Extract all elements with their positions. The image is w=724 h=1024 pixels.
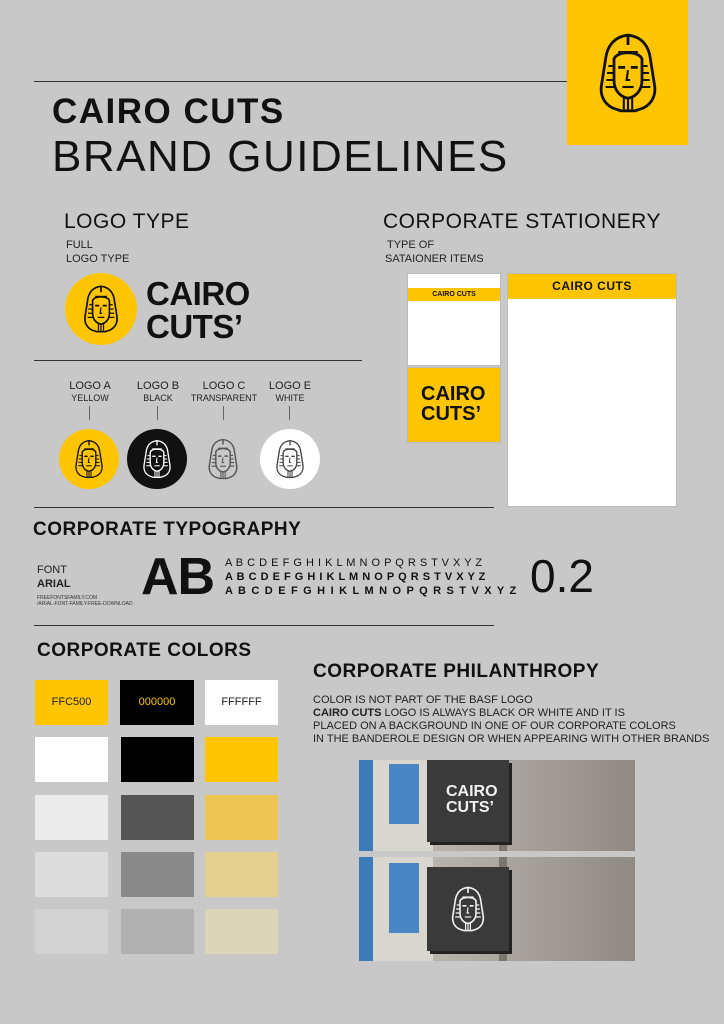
philanthropy-line-2 xyxy=(313,706,625,720)
business-card xyxy=(408,274,500,365)
tint-swatch xyxy=(205,737,278,782)
variant-name: LOGO C xyxy=(202,380,246,392)
tint-swatch xyxy=(35,737,108,782)
tint-swatch xyxy=(35,795,108,840)
variant-color: TRANSPARENT xyxy=(190,393,258,403)
variant-name: LOGO A xyxy=(69,380,111,392)
typography-heading: CORPORATE TYPOGRAPHY xyxy=(33,519,302,540)
pharaoh-icon xyxy=(72,438,106,480)
sign-text-2: CUTS’ xyxy=(446,799,494,816)
tint-swatch xyxy=(205,909,278,954)
variant-name: LOGO E xyxy=(268,380,312,392)
pharaoh-icon xyxy=(593,29,663,117)
logo-c-transparent xyxy=(193,429,253,489)
philanthropy-line-2-rest: LOGO IS ALWAYS BLACK OR WHITE AND IT IS xyxy=(381,707,625,719)
variant-color: BLACK xyxy=(143,393,173,403)
sign-photo-wordmark xyxy=(359,760,635,851)
font-source-1: FREEFONTSFAMILY.COM xyxy=(37,595,98,601)
swatch-black xyxy=(120,680,194,725)
tint-swatch xyxy=(205,795,278,840)
swatch-white xyxy=(205,680,278,725)
philanthropy-line-1: COLOR IS NOT PART OF THE BASF LOGO xyxy=(313,694,533,706)
tint-swatch xyxy=(121,737,194,782)
square-logo-line-2: CUTS’ xyxy=(421,403,481,425)
swatch-label: FFFFFF xyxy=(221,696,262,708)
variant-color: WHITE xyxy=(275,393,305,403)
full-logo-wordmark-1: CAIRO xyxy=(146,275,250,312)
typography-bottom-rule xyxy=(34,625,494,626)
logo-a-yellow xyxy=(59,429,119,489)
variant-name: LOGO B xyxy=(136,380,180,392)
swatch-yellow xyxy=(35,680,108,725)
pharaoh-icon xyxy=(448,884,488,934)
stationery-heading: CORPORATE STATIONERY xyxy=(383,210,661,233)
variant-color: YELLOW xyxy=(71,393,109,403)
alphabet-bold: A B C D E F G H I K L M N O P Q R S T V X Y Z xyxy=(225,585,518,597)
pharaoh-icon xyxy=(273,438,307,480)
variant-tick xyxy=(223,406,224,420)
tint-swatch xyxy=(121,909,194,954)
business-card-band: CAIRO CUTS xyxy=(408,288,500,301)
colors-heading: CORPORATE COLORS xyxy=(37,640,252,661)
pharaoh-icon xyxy=(80,283,122,335)
sign-text-1: CAIRO xyxy=(446,783,498,800)
logo-type-heading: LOGO TYPE xyxy=(64,210,190,233)
tint-swatch xyxy=(35,852,108,897)
logo-type-rule xyxy=(34,360,362,361)
font-name: ARIAL xyxy=(37,578,71,590)
tint-swatch xyxy=(205,852,278,897)
typography-top-rule xyxy=(34,507,494,508)
full-logo-mark xyxy=(65,273,137,345)
stationery-caption-2: SATAIONER ITEMS xyxy=(385,253,484,265)
square-logo-line-1: CAIRO xyxy=(421,383,486,405)
swatch-label: 000000 xyxy=(138,696,176,708)
type-sample-big: AB xyxy=(141,548,215,606)
page-title: BRAND GUIDELINES xyxy=(52,132,509,181)
variant-tick xyxy=(157,406,158,420)
sign-photo-mark xyxy=(359,857,635,961)
sign-board xyxy=(427,760,509,842)
philanthropy-heading: CORPORATE PHILANTHROPY xyxy=(313,661,600,682)
alphabet-medium: A B C D E F G H I K L M N O P Q R S T V X Y Z xyxy=(225,571,486,583)
philanthropy-line-4: IN THE BANDEROLE DESIGN OR WHEN APPEARING WITH OTHER BRANDS xyxy=(313,733,710,745)
sign-board xyxy=(427,867,509,951)
font-source-2: /ARIAL-FONT-FAMILY-FREE-DOWNLOAD xyxy=(37,601,133,607)
tint-swatch xyxy=(121,795,194,840)
logo-type-caption-1: FULL xyxy=(66,239,93,251)
philanthropy-line-3: PLACED ON A BACKGROUND IN ONE OF OUR CORPORATE COLORS xyxy=(313,720,676,732)
philanthropy-brand: CAIRO CUTS xyxy=(313,707,382,719)
brand-title: CAIRO CUTS xyxy=(52,92,285,131)
header-rule xyxy=(34,81,567,82)
alphabet-light: A B C D E F G H I K L M N O P Q R S T V X Y Z xyxy=(225,557,483,569)
variant-tick xyxy=(89,406,90,420)
logo-e-white xyxy=(260,429,320,489)
letterhead-band: CAIRO CUTS xyxy=(508,274,676,299)
stationery-caption-1: TYPE OF xyxy=(387,239,435,251)
letterhead xyxy=(508,274,676,506)
pharaoh-icon xyxy=(205,437,241,481)
tint-swatch xyxy=(35,909,108,954)
logo-type-caption-2: LOGO TYPE xyxy=(66,253,130,265)
type-version: 0.2 xyxy=(530,550,594,602)
corner-logo xyxy=(567,0,688,145)
font-label: FONT xyxy=(37,564,67,576)
variant-tick xyxy=(289,406,290,420)
pharaoh-icon xyxy=(140,438,174,480)
logo-b-black xyxy=(127,429,187,489)
swatch-label: FFC500 xyxy=(51,696,92,708)
full-logo-wordmark-2: CUTS’ xyxy=(146,308,243,345)
stationery-square-logo xyxy=(408,368,500,442)
tint-swatch xyxy=(121,852,194,897)
